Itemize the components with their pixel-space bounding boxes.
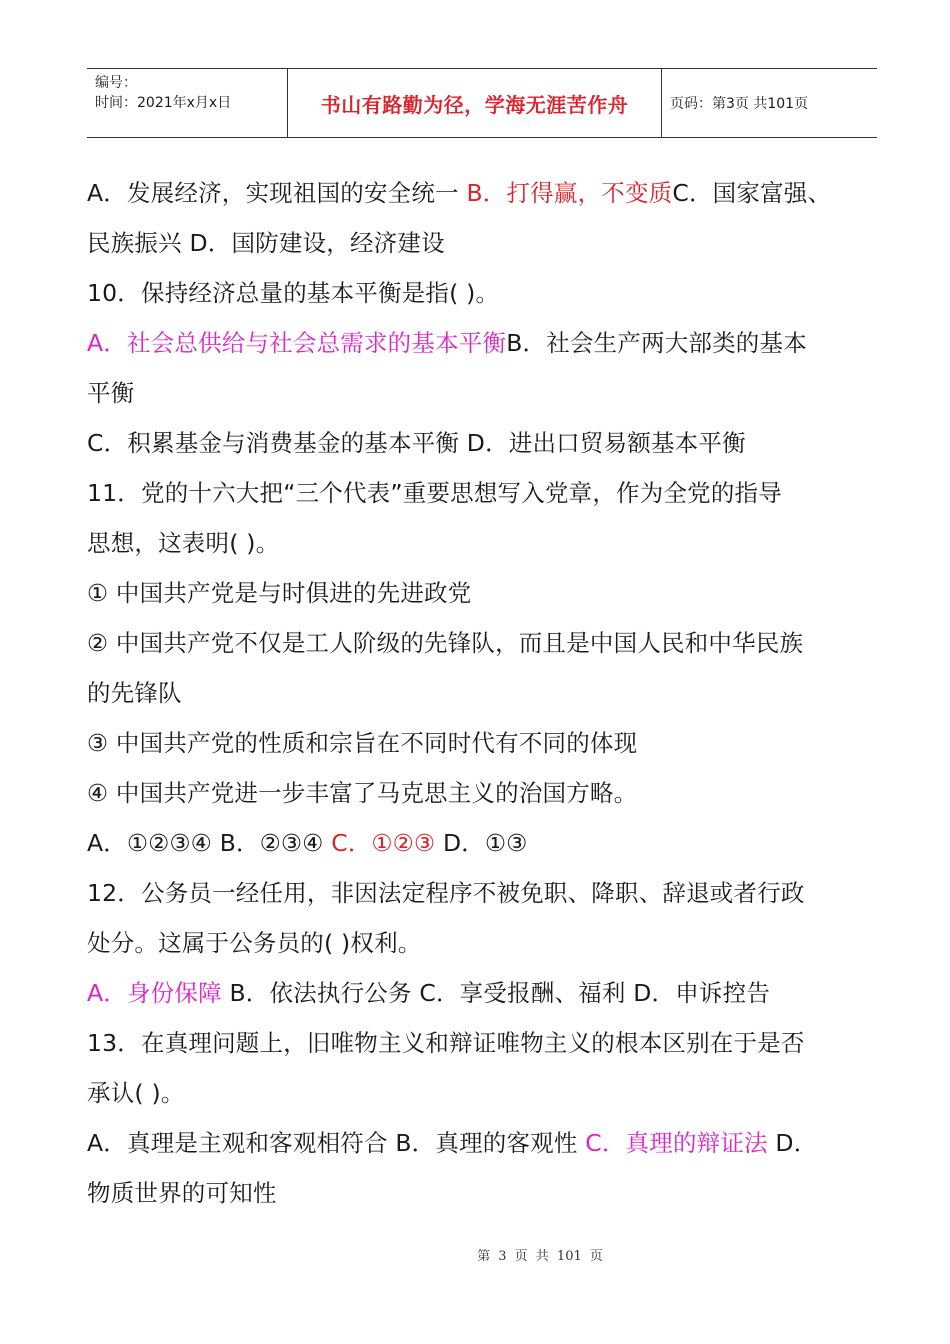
- text-segment: 思想，这表明( )。: [87, 529, 280, 557]
- header-page-info: 页码：第3页 共101页: [670, 96, 809, 112]
- text-segment: ② 中国共产党不仅是工人阶级的先锋队，而且是中国人民和中华民族: [87, 629, 804, 657]
- answer-highlight: B．打得赢，不变质: [466, 179, 673, 207]
- text-segment: A．发展经济，实现祖国的安全统一: [87, 179, 467, 207]
- text-segment: C．积累基金与消费基金的基本平衡 D．进出口贸易额基本平衡: [87, 429, 746, 457]
- text-line: [87, 668, 877, 718]
- text-line: [87, 518, 877, 568]
- text-line: [87, 718, 877, 768]
- serial-label: 编号：: [95, 75, 137, 91]
- text-line: [87, 918, 877, 968]
- text-segment: A．真理是主观和客观相符合 B．真理的客观性: [87, 1129, 586, 1157]
- text-line: [87, 418, 877, 468]
- footer-page-number: 第 3 页 共 101 页: [477, 1249, 603, 1264]
- text-line: [87, 168, 877, 218]
- page-header: [87, 68, 877, 138]
- text-segment: ③ 中国共产党的性质和宗旨在不同时代有不同的体现: [87, 729, 638, 757]
- text-line: [87, 368, 877, 418]
- text-segment: 11．党的十六大把“三个代表”重要思想写入党章，作为全党的指导: [87, 479, 782, 507]
- text-segment: 10．保持经济总量的基本平衡是指( )。: [87, 279, 500, 307]
- text-line: [87, 618, 877, 668]
- text-line: [87, 1168, 877, 1218]
- text-segment: 承认( )。: [87, 1079, 185, 1107]
- text-segment: B．社会生产两大部类的基本: [506, 329, 807, 357]
- text-segment: D．: [767, 1129, 818, 1157]
- text-segment: A．①②③④ B．②③④: [87, 829, 332, 857]
- text-line: [87, 1118, 877, 1168]
- text-line: [87, 868, 877, 918]
- text-line: [87, 768, 877, 818]
- text-segment: 处分。这属于公务员的( )权利。: [87, 929, 422, 957]
- text-segment: ① 中国共产党是与时俱进的先进政党: [87, 579, 472, 607]
- time-label: 时间：2021年x月x日: [95, 95, 232, 111]
- text-line: [87, 468, 877, 518]
- answer-highlight: C．①②③: [331, 829, 436, 857]
- header-motto-cell: [287, 69, 662, 137]
- page-footer: [0, 1245, 950, 1264]
- answer-highlight: C．真理的辩证法: [585, 1129, 768, 1157]
- text-line: [87, 218, 877, 268]
- text-segment: 物质世界的可知性: [87, 1179, 277, 1207]
- header-page-cell: [660, 69, 877, 137]
- document-body: [87, 168, 877, 1218]
- text-segment: D．①③: [435, 829, 528, 857]
- text-segment: ④ 中国共产党进一步丰富了马克思主义的治国方略。: [87, 779, 638, 807]
- text-segment: 的先锋队: [87, 679, 182, 707]
- text-segment: 民族振兴 D．国防建设，经济建设: [87, 229, 445, 257]
- text-line: [87, 268, 877, 318]
- text-segment: 13．在真理问题上，旧唯物主义和辩证唯物主义的根本区别在于是否: [87, 1029, 805, 1057]
- text-line: [87, 968, 877, 1018]
- answer-highlight: A．社会总供给与社会总需求的基本平衡: [87, 329, 507, 357]
- text-line: [87, 818, 877, 868]
- text-line: [87, 568, 877, 618]
- answer-highlight: A．身份保障: [87, 979, 222, 1007]
- text-line: [87, 1068, 877, 1118]
- text-segment: 12．公务员一经任用，非因法定程序不被免职、降职、辞退或者行政: [87, 879, 805, 907]
- text-line: [87, 1018, 877, 1068]
- header-motto: 书山有路勤为径，学海无涯苦作舟: [320, 92, 629, 117]
- header-meta: [87, 69, 287, 137]
- text-segment: B．依法执行公务 C．享受报酬、福利 D．申诉控告: [221, 979, 771, 1007]
- text-segment: C．国家富强、: [672, 179, 832, 207]
- text-line: [87, 318, 877, 368]
- text-segment: 平衡: [87, 379, 135, 407]
